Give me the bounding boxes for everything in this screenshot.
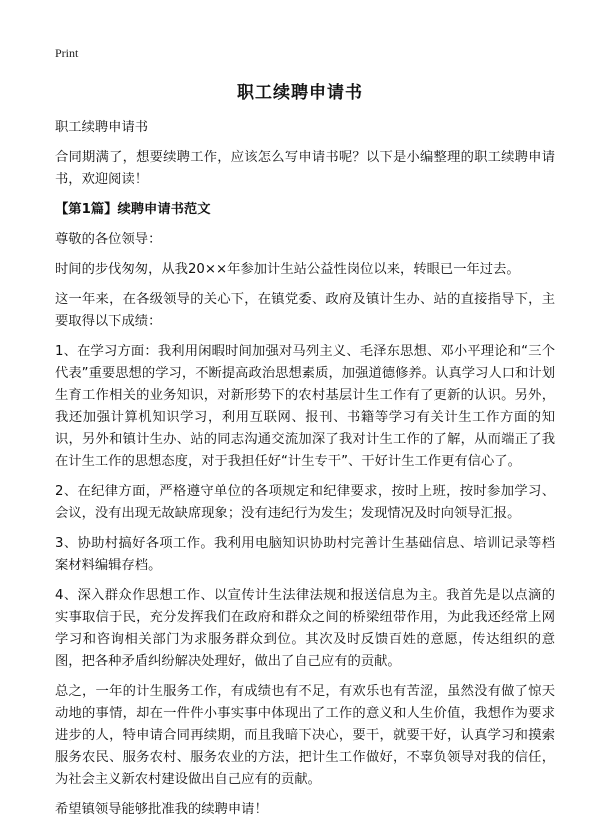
body-paragraph: 这一年来，在各级领导的关心下，在镇党委、政府及镇计生办、站的直接指导下，主要取得以下成绩： [55,292,555,329]
subtitle-paragraph: 职工续聘申请书 [55,120,149,135]
body-paragraph: 4、深入群众作思想工作、以宣传计生法律法规和报送信息为主。我首先是以点滴的实事取信于民，充分发挥我们在政府和群众之间的桥梁纽带作用，为此我还经常上网学习和咨询相关部门为求服务群众到位。其次及时反馈百姓的意愿，传达组织的意图，把各种矛盾纠纷解决处理好，做出了自己应有的贡献。 [55,588,555,669]
body-paragraph: 时间的步伐匆匆，从我20××年参加计生站公益性岗位以来，转眼已一年过去。 [55,262,520,277]
section-heading: 【第1篇】续聘申请书范文 [55,202,211,217]
intro-paragraph: 合同期满了，想要续聘工作，应该怎么写申请书呢？以下是小编整理的职工续聘申请书，欢迎阅读！ [55,150,555,187]
document-body [55,117,555,829]
print-link[interactable]: Print [55,46,79,60]
closing-paragraph: 希望镇领导能够批准我的续聘申请！ [55,802,268,817]
document-title: 职工续聘申请书 [237,83,363,103]
body-paragraph: 总之，一年的计生服务工作，有成绩也有不足，有欢乐也有苦涩，虽然没有做了惊天动地的事情，却在一件件小事实事中体现出了工作的意义和人生价值，我想作为要求进步的人，特申请合同再续期，而且我暗下决心，要干，就要干好，认真学习和摸索服务农民、服务农村、服务农业的方法，把计生工作做好，不辜负领导对我的信任，为社会主义新农村建设做出自己应有的贡献。 [55,684,555,787]
salutation: 尊敬的各位领导： [55,232,162,247]
body-paragraph: 2、在纪律方面，严格遵守单位的各项规定和纪律要求，按时上班，按时参加学习、会议，没有出现无故缺席现象；没有违纪行为发生；发现情况及时向领导汇报。 [55,484,555,521]
body-paragraph: 3、协助村搞好各项工作。我利用电脑知识协助村完善计生基础信息、培训记录等档案材料编辑存档。 [55,536,555,573]
body-paragraph: 1、在学习方面：我利用闲暇时间加强对马列主义、毛泽东思想、邓小平理论和“三个代表”重要思想的学习，不断提高政治思想素质，加强道德修养。认真学习人口和计划生育工作相关的业务知识，对新形势下的农村基层计生工作有了更新的认识。另外，我还加强计算机知识学习，利用互联网、报刊、书籍等学习有关计生工作方面的知识，另外和镇计生办、站的同志沟通交流加深了我对计生工作的了解，从而端正了我在计生工作的思想态度，对于我担任好“计生专干”、干好计生工作更有信心了。 [55,344,555,469]
